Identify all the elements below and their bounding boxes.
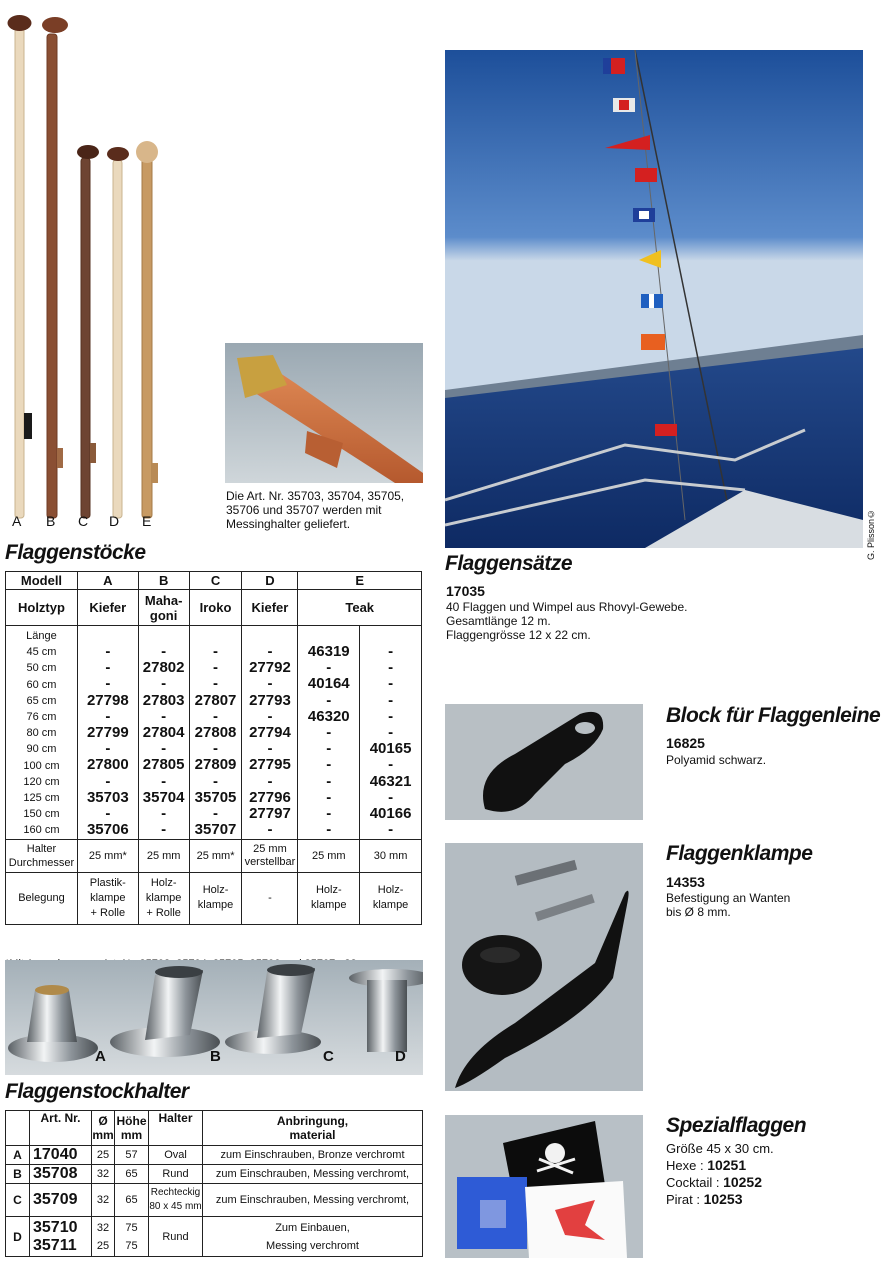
holder-shape: Rund — [149, 1165, 203, 1184]
article-number: - — [105, 740, 111, 758]
flagpole-b-cleat — [57, 448, 63, 468]
article-number: - — [213, 643, 219, 660]
article-number: - — [213, 805, 219, 823]
article-number: - — [213, 772, 219, 790]
article-number: - — [161, 675, 167, 693]
height: 57 — [115, 1146, 149, 1165]
flagpole-a — [15, 28, 24, 518]
holder-letter: C — [323, 1048, 334, 1065]
special-flag-label: Hexe : — [666, 1158, 708, 1173]
brass-holder-caption — [226, 489, 426, 531]
length-label: Länge — [26, 630, 57, 642]
belegung-value: - — [242, 872, 298, 924]
length-value: 65 cm — [26, 694, 57, 707]
table-row — [6, 1184, 423, 1217]
model-b: B — [138, 572, 189, 590]
halter-value: 25 mm* — [189, 839, 242, 872]
length-value: 150 cm — [23, 808, 60, 821]
header-height: Höhe mm — [115, 1111, 149, 1146]
diameter: 32 — [92, 1165, 115, 1184]
article-number: - — [388, 788, 394, 806]
article-number: 40164 — [307, 675, 350, 693]
special-flag-item — [666, 1191, 774, 1208]
length-column — [6, 626, 78, 840]
article-number: - — [161, 772, 167, 790]
row-letter: D — [6, 1217, 30, 1257]
flag-sets-heading: Flaggensätze — [445, 552, 573, 575]
holder-letter: A — [95, 1048, 106, 1065]
block-heading: Block für Flaggenleine — [666, 704, 881, 727]
flagpoles-table — [5, 571, 422, 925]
article-number: - — [388, 675, 394, 693]
length-value: 45 cm — [26, 646, 57, 659]
length-value: 125 cm — [23, 792, 60, 805]
special-flag-art-number: 10252 — [723, 1174, 763, 1190]
article-number: - — [105, 772, 111, 790]
flagpole-e-cleat — [152, 463, 158, 483]
flagpole-a-cleat — [24, 413, 32, 439]
table-row — [6, 1217, 423, 1257]
flagpole-holders-heading: Flaggenstockhalter — [5, 1080, 189, 1103]
article-number: - — [105, 675, 111, 693]
halter-value: 25 mm* — [77, 839, 138, 872]
diameter: 32 25 — [92, 1217, 115, 1257]
length-value: 120 cm — [23, 775, 60, 788]
article-column-e2 — [360, 626, 422, 840]
caption-line: 35706 und 35707 werden mit — [226, 503, 382, 517]
table-row — [6, 1165, 423, 1184]
article-number: - — [267, 740, 273, 758]
article-number: - — [326, 659, 332, 677]
pole-letter: A — [12, 513, 22, 529]
height: 65 — [115, 1184, 149, 1217]
pole-letter: C — [78, 513, 89, 529]
halter-value: 25 mm verstellbar — [242, 839, 298, 872]
article-number: 27805 — [142, 756, 185, 774]
halter-value: 25 mm — [138, 839, 189, 872]
article-number: 27797 — [249, 805, 291, 823]
article-number: 27807 — [194, 691, 237, 709]
belegung-value: Holz- klampe + Rolle — [138, 872, 189, 924]
article-number: 27804 — [142, 724, 185, 742]
description-line: 40 Flaggen und Wimpel aus Rhovyl-Gewebe. — [446, 600, 688, 614]
article-number: 27808 — [194, 724, 237, 742]
flag-sets-art-number: 17035 — [446, 583, 485, 599]
wood-c: Iroko — [189, 590, 242, 626]
row-letter: C — [6, 1184, 30, 1217]
article-number: - — [267, 772, 273, 790]
length-value: 90 cm — [26, 743, 57, 756]
article-column-a — [77, 626, 138, 840]
article-number: 46319 — [307, 643, 350, 660]
length-value: 100 cm — [23, 759, 60, 772]
article-column-c — [189, 626, 242, 840]
article-column-e1 — [298, 626, 360, 840]
special-flag-item — [666, 1174, 774, 1191]
description-line: Flaggengrösse 12 x 22 cm. — [446, 628, 591, 642]
flagpole-a-knob — [8, 15, 32, 31]
article-number: - — [326, 756, 332, 774]
description-line: bis Ø 8 mm. — [666, 905, 731, 919]
article-number: 35705 — [194, 788, 237, 806]
cleat-description — [666, 891, 790, 919]
model-a: A — [77, 572, 138, 590]
brass-holder-photo — [225, 343, 423, 483]
article-number: 27793 — [249, 691, 291, 709]
mounting: zum Einschrauben, Bronze verchromt — [203, 1146, 423, 1165]
special-flag-label: Cocktail : — [666, 1175, 724, 1190]
article-number: 17040 — [30, 1146, 92, 1165]
model-d: D — [242, 572, 298, 590]
article-number: 27809 — [194, 756, 237, 774]
article-number: - — [161, 805, 167, 823]
article-number: 40166 — [369, 805, 412, 823]
wood-e: Teak — [298, 590, 422, 626]
article-number: - — [388, 724, 394, 742]
article-number: - — [213, 740, 219, 758]
header-holztyp: Holztyp — [6, 590, 78, 626]
article-number: - — [213, 707, 219, 725]
article-number: 27802 — [142, 659, 185, 677]
flagpole-b-knob — [42, 17, 68, 33]
article-number: 35710 35711 — [30, 1217, 92, 1257]
belegung-value: Holz- klampe — [360, 872, 422, 924]
article-number: - — [267, 643, 273, 660]
article-number: - — [161, 740, 167, 758]
wood-d: Kiefer — [242, 590, 298, 626]
flagpole-c-knob — [77, 145, 99, 159]
height: 75 75 — [115, 1217, 149, 1257]
length-value: 76 cm — [26, 711, 57, 724]
article-number: - — [105, 659, 111, 677]
length-value: 50 cm — [26, 662, 57, 675]
halter-label: Halter Durchmesser — [6, 839, 78, 872]
halter-value: 25 mm — [298, 839, 360, 872]
article-number: - — [267, 821, 273, 839]
article-number: 27800 — [86, 756, 129, 774]
pole-letter: E — [142, 513, 152, 529]
article-number: 35704 — [142, 788, 185, 806]
height: 65 — [115, 1165, 149, 1184]
length-value: 60 cm — [26, 678, 57, 691]
article-number: - — [388, 659, 394, 677]
belegung-value: Holz- klampe — [189, 872, 242, 924]
flagpole-d — [113, 160, 122, 518]
diameter: 25 — [92, 1146, 115, 1165]
article-number: - — [326, 740, 332, 758]
article-number: 27794 — [249, 724, 291, 742]
flagpole-e-knob — [136, 141, 158, 163]
flagpole-letters — [12, 513, 172, 531]
article-number: 27799 — [86, 724, 129, 742]
article-number: - — [388, 643, 394, 660]
flagpole-holders-table — [5, 1110, 423, 1257]
holder-shape: Oval — [149, 1146, 203, 1165]
description-line: Gesamtlänge 12 m. — [446, 614, 551, 628]
article-number: 40165 — [369, 740, 412, 758]
article-number: - — [326, 772, 332, 790]
article-number: 46320 — [307, 707, 350, 725]
mounting: zum Einschrauben, Messing verchromt, — [203, 1184, 423, 1217]
belegung-value: Holz- klampe — [298, 872, 360, 924]
mounting: zum Einschrauben, Messing verchromt, — [203, 1165, 423, 1184]
model-c: C — [189, 572, 242, 590]
wood-a: Kiefer — [77, 590, 138, 626]
header-diameter: Ø mm — [92, 1111, 115, 1146]
article-number: - — [326, 724, 332, 742]
article-number: - — [267, 707, 273, 725]
flagpoles-photo — [0, 8, 175, 533]
special-flags-photo — [445, 1115, 643, 1258]
holder-letter: B — [210, 1048, 221, 1065]
length-value: 160 cm — [23, 824, 60, 837]
article-column-b — [138, 626, 189, 840]
special-flag-art-number: 10253 — [703, 1191, 743, 1207]
flagpole-e — [142, 158, 152, 518]
special-flags-heading: Spezialflaggen — [666, 1114, 807, 1137]
article-number: - — [267, 675, 273, 693]
article-number: 27796 — [249, 788, 291, 806]
article-number: 35709 — [30, 1184, 92, 1217]
flagpole-b — [47, 34, 57, 518]
article-number: 35708 — [30, 1165, 92, 1184]
article-number: - — [105, 643, 111, 660]
holder-shape: Rechteckig 80 x 45 mm — [149, 1184, 203, 1217]
block-description: Polyamid schwarz. — [666, 753, 767, 767]
special-flags-details — [666, 1141, 774, 1208]
article-number: - — [388, 707, 394, 725]
article-number: - — [326, 691, 332, 709]
article-number: - — [388, 821, 394, 839]
pole-letter: D — [109, 513, 120, 529]
flag-cleat-photo — [445, 843, 643, 1091]
belegung-label: Belegung — [6, 872, 78, 924]
article-column-d — [242, 626, 298, 840]
article-number: - — [213, 675, 219, 693]
article-number: - — [388, 756, 394, 774]
article-number: 46321 — [369, 772, 412, 790]
table-row — [6, 1146, 423, 1165]
article-number: 35706 — [86, 821, 129, 839]
pole-letter: B — [46, 513, 56, 529]
header-modell: Modell — [6, 572, 78, 590]
article-number: - — [213, 659, 219, 677]
mounting: Zum Einbauen, Messing verchromt — [203, 1217, 423, 1257]
article-number: 27803 — [142, 691, 185, 709]
header-halter: Halter — [149, 1111, 203, 1146]
article-number: - — [326, 805, 332, 823]
wood-b: Maha- goni — [138, 590, 189, 626]
header-anbringung: Anbringung, material — [203, 1111, 423, 1146]
article-number: 27795 — [249, 756, 291, 774]
article-number: - — [326, 788, 332, 806]
holder-photo-letters — [5, 1048, 423, 1070]
article-number: - — [161, 643, 167, 660]
flagpoles-heading: Flaggenstöcke — [5, 541, 146, 564]
cleat-art-number: 14353 — [666, 874, 705, 890]
article-number: 27798 — [86, 691, 129, 709]
article-number: 35707 — [194, 821, 237, 839]
flag-sets-description — [446, 600, 776, 642]
article-number: - — [105, 707, 111, 725]
header-art-nr: Art. Nr. — [30, 1111, 92, 1146]
flag-sets-photo — [445, 50, 863, 548]
caption-line: Messinghalter geliefert. — [226, 517, 351, 531]
header-blank — [6, 1111, 30, 1146]
flagpole-c-cleat — [90, 443, 96, 463]
row-letter: B — [6, 1165, 30, 1184]
halter-value: 30 mm — [360, 839, 422, 872]
article-number: - — [161, 821, 167, 839]
length-value: 80 cm — [26, 727, 57, 740]
photo-credit: G. Plisson© — [866, 508, 876, 560]
special-flags-size: Größe 45 x 30 cm. — [666, 1141, 774, 1156]
block-art-number: 16825 — [666, 735, 705, 751]
diameter: 32 — [92, 1184, 115, 1217]
article-number: - — [161, 707, 167, 725]
flag-line-block-photo — [445, 704, 643, 820]
article-number: - — [105, 805, 111, 823]
article-number: 27792 — [249, 659, 291, 677]
flagpole-c — [81, 158, 90, 518]
article-number: - — [388, 691, 394, 709]
cleat-heading: Flaggenklampe — [666, 842, 813, 865]
special-flag-item — [666, 1157, 774, 1174]
belegung-value: Plastik- klampe + Rolle — [77, 872, 138, 924]
row-letter: A — [6, 1146, 30, 1165]
model-e: E — [298, 572, 422, 590]
flagpole-d-knob — [107, 147, 129, 161]
article-number: - — [326, 821, 332, 839]
description-line: Befestigung an Wanten — [666, 891, 791, 905]
holder-letter: D — [395, 1048, 406, 1065]
special-flag-art-number: 10251 — [707, 1157, 747, 1173]
caption-line: Die Art. Nr. 35703, 35704, 35705, — [226, 489, 405, 503]
article-number: 35703 — [86, 788, 129, 806]
holder-shape: Rund — [149, 1217, 203, 1257]
special-flag-label: Pirat : — [666, 1192, 704, 1207]
